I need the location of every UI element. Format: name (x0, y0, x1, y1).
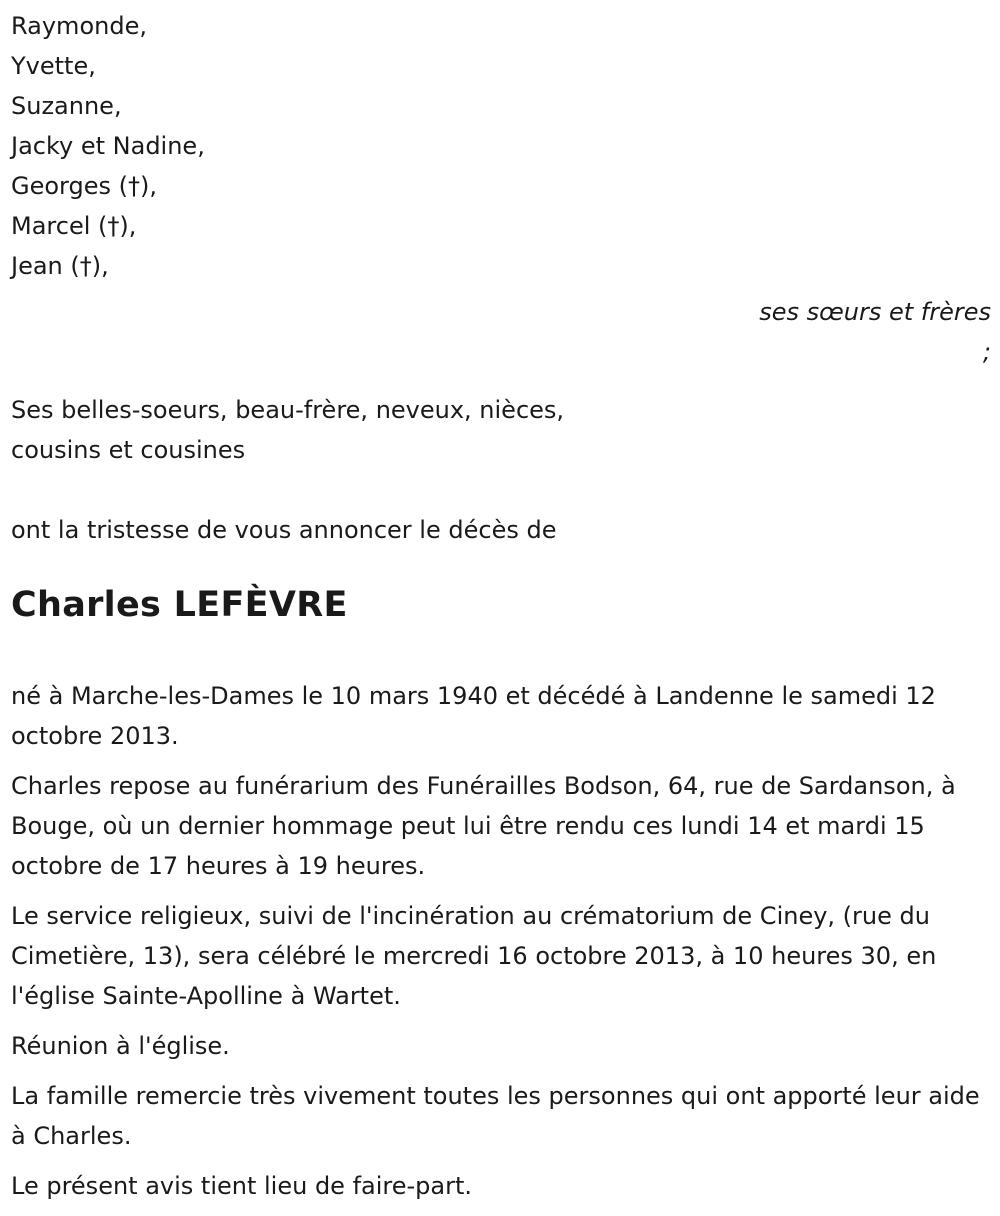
announcement-text: ont la tristesse de vous annoncer le décès de (11, 516, 557, 544)
family-member: Raymonde, (11, 12, 147, 40)
notice-body (11, 676, 991, 1206)
extended-family-line: cousins et cousines (11, 436, 246, 464)
extended-family (11, 390, 991, 470)
notice-paragraph: Le présent avis tient lieu de faire-part. (11, 1172, 473, 1200)
service-paragraph: Le service religieux, suivi de l'incinération au crématorium de Ciney, (rue du Cimetière, 13), sera célébré le mercredi 16 octobre 2013, à 10 heures 30, en l'église Sainte-Apolline à Wartet. (11, 902, 937, 1010)
family-member: Jean (†), (11, 252, 109, 280)
family-member: Yvette, (11, 52, 96, 80)
family-members-list (11, 6, 991, 286)
deceased-name: Charles LEFÈVRE (11, 585, 348, 625)
funerarium-paragraph: Charles repose au funérarium des Funérailles Bodson, 64, rue de Sardanson, à Bouge, où un dernier hommage peut lui être rendu ces lundi 14 et mardi 15 octobre de 17 heures à 19 heures. (11, 772, 956, 880)
family-member: Georges (†), (11, 172, 157, 200)
birth-death-paragraph: né à Marche-les-Dames le 10 mars 1940 et décédé à Landenne le samedi 12 octobre 2013. (11, 682, 936, 750)
gathering-paragraph: Réunion à l'église. (11, 1032, 230, 1060)
extended-family-line: Ses belles-soeurs, beau-frère, neveux, nièces, (11, 396, 565, 424)
thanks-paragraph: La famille remercie très vivement toutes les personnes qui ont apporté leur aide à Charles. (11, 1082, 980, 1150)
relation-label: ses sœurs et frères (759, 298, 991, 326)
family-member: Suzanne, (11, 92, 122, 120)
family-member: Jacky et Nadine, (11, 132, 205, 160)
relation-punctuation: ; (982, 338, 991, 366)
obituary-notice (11, 6, 991, 1216)
family-member: Marcel (†), (11, 212, 137, 240)
